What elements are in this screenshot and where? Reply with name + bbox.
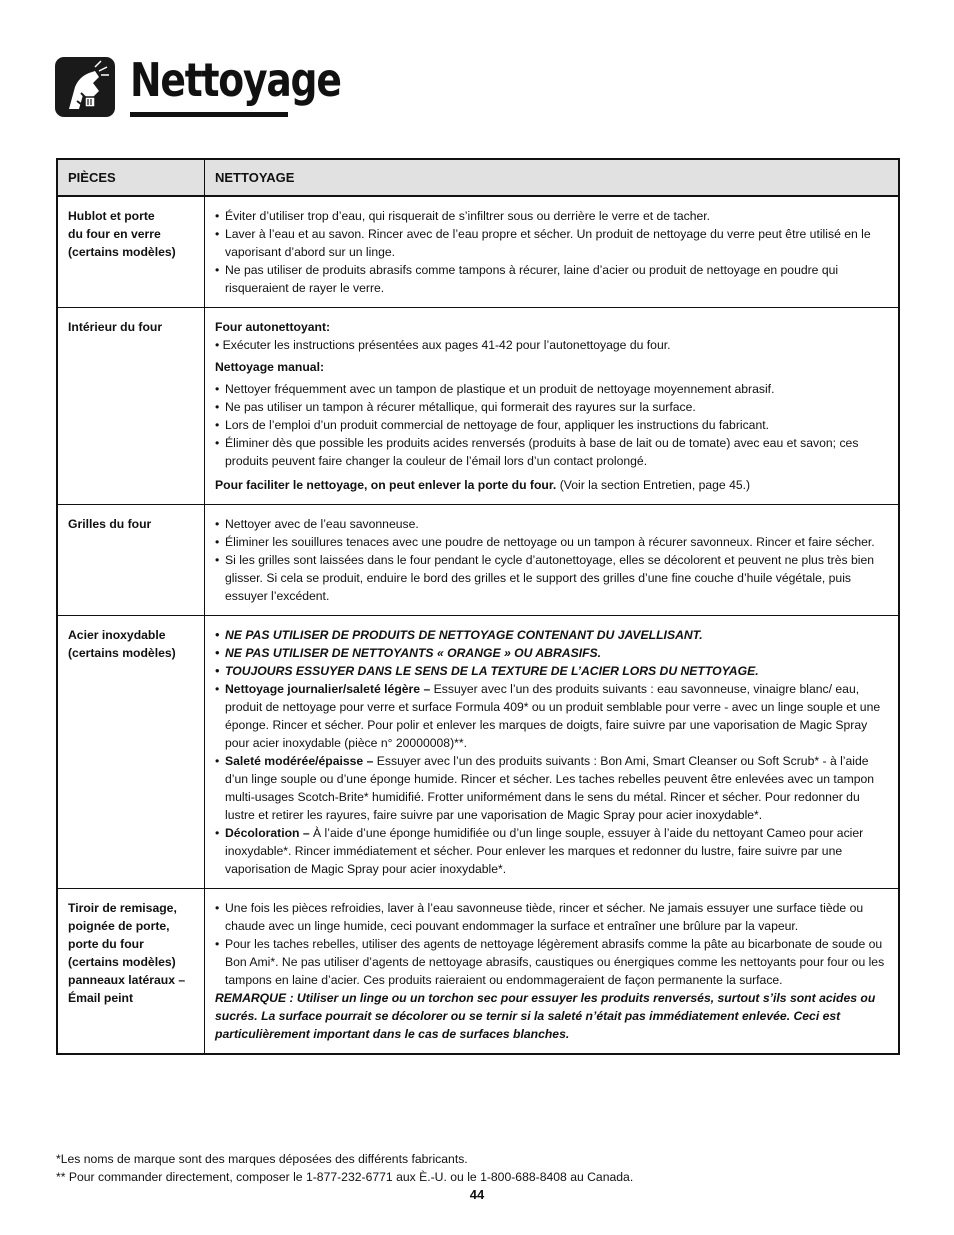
warning-item: • NE PAS UTILISER DE PRODUITS DE NETTOYAGE CONTENANT DU JAVELLISANT. [215, 626, 888, 644]
page-number: 44 [469, 1187, 485, 1202]
col-header-parts: PIÈCES [57, 159, 205, 196]
part-line: (certains modèles) [68, 955, 176, 969]
table-row [57, 616, 899, 889]
item-label: Nettoyage journalier/saleté légère – [225, 682, 431, 696]
part-line: Hublot et porte [68, 209, 155, 223]
bullet-list [215, 380, 888, 470]
list-item: • Éliminer dès que possible les produits acides renversés (produits à base de lait ou de tomate) avec eau et savon; ces produits peuvent faire changer la couleur de l’émail lors d’un contact prolongé. [215, 434, 888, 470]
list-item [215, 680, 888, 752]
bullet-list [215, 899, 888, 989]
part-line: porte du four [68, 937, 144, 951]
paragraph: • Exécuter les instructions présentées aux pages 41-42 pour l’autonettoyage du four. [215, 338, 671, 352]
part-line: panneaux latéraux – [68, 973, 186, 987]
part-cell [57, 616, 205, 889]
part-line: Tiroir de remisage, [68, 901, 177, 915]
footnote: *Les noms de marque sont des marques déposées des différents fabricants. [56, 1152, 468, 1166]
part-cell [57, 889, 205, 1055]
list-item: • Une fois les pièces refroidies, laver à l’eau savonneuse tiède, rincer et sécher. Ne jamais essuyer une surface tiède ou chaude avec un linge humide, ceci pouvant endommager la surface et entraîner une brûlure par la vapeur. [215, 899, 888, 935]
bullet-list [215, 207, 888, 297]
table-row [57, 308, 899, 505]
bold-text: Pour faciliter le nettoyage, on peut enlever la porte du four. [215, 478, 557, 492]
cleaning-hand-icon [55, 57, 115, 117]
bullet-list [215, 626, 888, 878]
warning-item: • TOUJOURS ESSUYER DANS LE SENS DE LA TEXTURE DE L’ACIER LORS DU NETTOYAGE. [215, 662, 888, 680]
cleaning-cell [205, 505, 900, 616]
footnotes [56, 1150, 900, 1186]
list-item: • Nettoyer avec de l’eau savonneuse. [215, 515, 888, 533]
part-cell: Intérieur du four [57, 308, 205, 505]
table-row [57, 505, 899, 616]
table-row [57, 196, 899, 308]
part-cell: Grilles du four [57, 505, 205, 616]
list-item: • Éviter d’utiliser trop d’eau, qui risquerait de s’infiltrer sous ou derrière le verre et de tacher. [215, 207, 888, 225]
cleaning-cell [205, 889, 900, 1055]
item-text: Essuyer avec l’un des produits suivants : eau savonneuse, vinaigre blanc/ eau, produit de nettoyage pour verre et surface Formula 409* ou un produit semblable pour verre - avec un linge souple et une éponge. Rincer et sécher. Pour polir et enlever les marques de doigts, faire suivre par une vaporisation de Magic Spray pour acier inoxydable (pièce n° 20000008)**. [225, 682, 881, 750]
list-item: • Ne pas utiliser un tampon à récurer métallique, qui formerait des rayures sur la surface. [215, 398, 888, 416]
list-item: • Laver à l’eau et au savon. Rincer avec de l’eau propre et sécher. Un produit de nettoyage du verre peut être utilisé en le vaporisant d’abord sur un linge. [215, 225, 888, 261]
list-item: • Si les grilles sont laissées dans le four pendant le cycle d’autonettoyage, elles se décolorent et peuvent ne plus très bien glisser. Si cela se produit, enduire le bord des grilles et le support des grilles d’une fine couche d’huile végétale, puis essuyer l’excédent. [215, 551, 888, 605]
part-line: (certains modèles) [68, 245, 176, 259]
table-header-row [57, 159, 899, 196]
list-item: • Pour les taches rebelles, utiliser des agents de nettoyage légèrement abrasifs comme la pâte au bicarbonate de soude ou Bon Ami*. Ne pas utiliser d’agents de nettoyage abrasifs, caustiques ou énergiques comme les nettoyants pour four ou les tampons en laine d’acier. Ces produits raieraient ou endommageraient de façon permanente la surface. [215, 935, 888, 989]
cleaning-cell [205, 616, 900, 889]
page-reference: (Voir la section Entretien, page 45.) [559, 478, 751, 492]
part-line: Acier inoxydable [68, 628, 166, 642]
remark-note: REMARQUE : Utiliser un linge ou un torchon sec pour essuyer les produits renversés, surtout s’ils sont acides ou sucrés. La surface pourrait se décolorer ou se ternir si la saleté n’était pas immédiatement enlevée. Ceci est particulièrement important dans le cas de surfaces blanches. [215, 991, 876, 1041]
part-line: (certains modèles) [68, 646, 176, 660]
item-text: À l’aide d’une éponge humidifiée ou d’un linge souple, essuyer à l’aide du nettoyant Cameo pour acier inoxydable*. Rincer immédiatement et sécher. Pour enlever les marques et redonner du lustre, faire suivre par une vaporisation de Magic Spray pour acier inoxydable*. [225, 826, 864, 876]
warning-item: • NE PAS UTILISER DE NETTOYANTS « ORANGE » OU ABRASIFS. [215, 644, 888, 662]
list-item: • Lors de l’emploi d’un produit commercial de nettoyage de four, appliquer les instructions du fabricant. [215, 416, 888, 434]
list-item: • Ne pas utiliser de produits abrasifs comme tampons à récurer, laine d’acier ou produit de nettoyage en poudre qui risqueraient de rayer le verre. [215, 261, 888, 297]
title-underline [130, 112, 288, 117]
part-cell [57, 196, 205, 308]
footnote: ** Pour commander directement, composer le 1-877-232-6771 aux È.-U. ou le 1-800-688-8408 au Canada. [56, 1170, 634, 1184]
item-label: Saleté modérée/épaisse – [225, 754, 374, 768]
table-row [57, 889, 899, 1055]
cleaning-cell [205, 196, 900, 308]
list-item: • Nettoyer fréquemment avec un tampon de plastique et un produit de nettoyage moyennement abrasif. [215, 380, 888, 398]
cleaning-table [56, 158, 900, 1055]
part-line: du four en verre [68, 227, 161, 241]
list-item [215, 752, 888, 824]
col-header-cleaning: NETTOYAGE [205, 159, 900, 196]
subheading: Four autonettoyant: [215, 320, 331, 334]
list-item [215, 824, 888, 878]
page-title: Nettoyage [130, 53, 341, 107]
door-removal-note [215, 476, 888, 494]
subheading: Nettoyage manual: [215, 360, 325, 374]
bullet-list [215, 515, 888, 605]
item-label: Décoloration – [225, 826, 310, 840]
list-item: • Éliminer les souillures tenaces avec une poudre de nettoyage ou un tampon à récurer savonneux. Rincer et faire sécher. [215, 533, 888, 551]
part-line: Émail peint [68, 991, 134, 1005]
cleaning-cell [205, 308, 900, 505]
part-line: poignée de porte, [68, 919, 170, 933]
item-text: Essuyer avec l’un des produits suivants : Bon Ami, Smart Cleanser ou Soft Scrub* - à l’aide d’un linge souple ou d’une éponge humide. Rincer et sécher. Les taches rebelles peuvent être enlevées avec un tampon multi-usages Scotch-Brite* humidifié. Frotter uniformément dans le sens du métal. Rincer et sécher. Pour redonner du lustre et retirer les rayures, faire suivre par une vaporisation de Magic Spray pour acier inoxydable*. [225, 754, 875, 822]
